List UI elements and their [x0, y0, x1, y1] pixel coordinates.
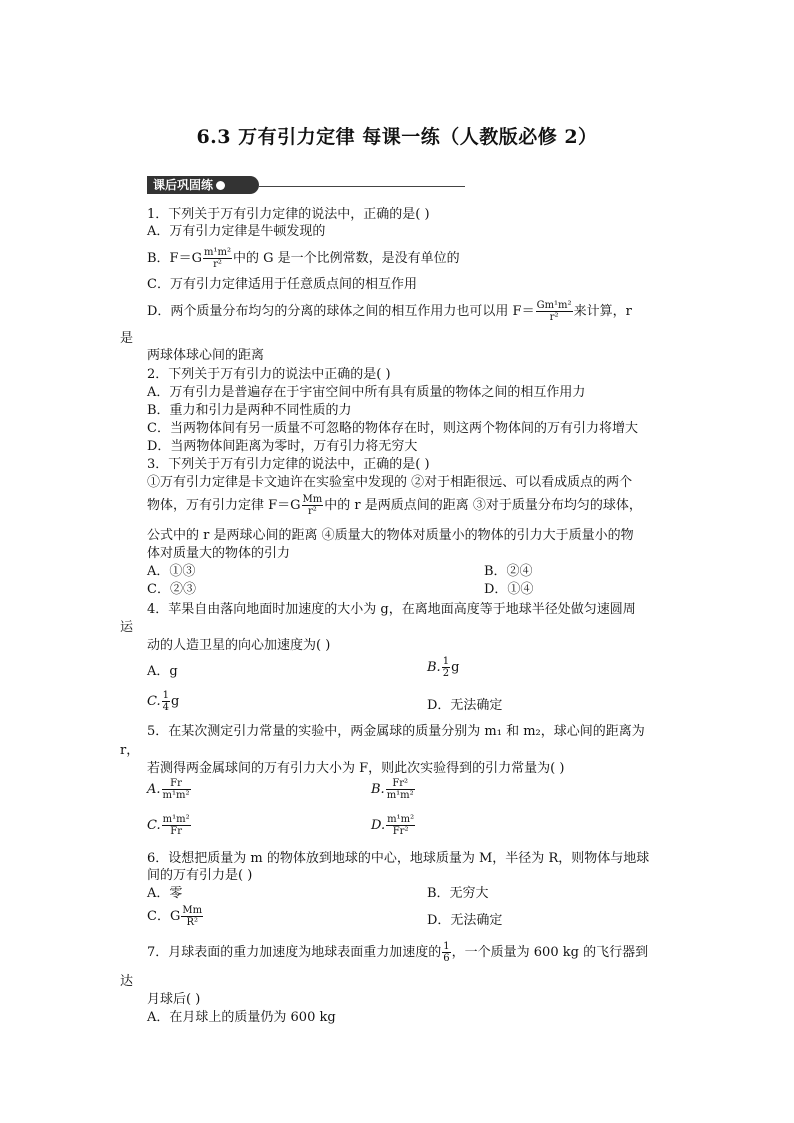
formula-fraction: $\frac{Mm}{\text{r²}}$: [302, 494, 323, 517]
formula-fraction: $\frac{\text{m¹m²}}{Fr}$: [162, 814, 190, 837]
formula-fraction: $\frac{\text{Gm¹m²}}{\text{r²}}$: [536, 300, 572, 323]
q4-option-b: B. $\frac{1}{2}$ g: [427, 656, 460, 679]
q1-option-c: C．万有引力定律适用于任意质点间的相互作用: [147, 277, 417, 292]
q5-wrap-char: r，: [120, 743, 140, 758]
q2-option-b: B．重力和引力是两种不同性质的力: [147, 403, 352, 418]
bullet-dot-icon: [216, 181, 225, 190]
q6-stem-cont: 间的万有引力是( ): [147, 868, 253, 883]
q7-option-a: A．在月球上的质量仍为 600 kg: [147, 1010, 336, 1025]
section-divider: [259, 186, 465, 187]
q1-option-a: A．万有引力定律是牛顿发现的: [147, 224, 326, 239]
formula-fraction: $\frac{\text{m¹m²}}{\text{Fr²}}$: [387, 814, 415, 837]
q2-stem: 2．下列关于万有引力的说法中正确的是( ): [147, 367, 391, 382]
q5-stem: 5．在某次测定引力常量的实验中，两金属球的质量分别为 m₁ 和 m₂，球心间的距离为: [147, 724, 645, 739]
q4-stem: 4．苹果自由落向地面时加速度的大小为 g，在离地面高度等于地球半径处做匀速圆周: [147, 602, 636, 617]
q3-option-c: C．②③: [147, 582, 196, 597]
q3-line-4: 体对质量大的物体的引力: [147, 546, 291, 561]
q6-option-d: D．无法确定: [427, 913, 503, 928]
q4-option-d: D．无法确定: [427, 698, 503, 713]
q3-option-d: D．①④: [484, 582, 534, 597]
formula-fraction: $\frac{\text{Fr²}}{\text{m¹m²}}$: [386, 778, 414, 801]
section-header: [147, 176, 259, 194]
q1-option-d: D．两个质量分布均匀的分离的球体之间的相互作用力也可以用 F＝ $\frac{\text{Gm¹m²}}{\text{r²}}$ 来计算，r: [147, 300, 632, 323]
q3-line-2: 物体，万有引力定律 F＝G $\frac{Mm}{\text{r²}}$ 中的 r 是两质点间的距离 ③对于质量分布均匀的球体，: [147, 494, 642, 517]
q5-option-d: D. $\frac{\text{m¹m²}}{\text{Fr²}}$: [371, 814, 415, 837]
q4-option-c: C. $\frac{1}{4}$ g: [147, 690, 180, 713]
formula-fraction: $\frac{\text{m¹m²}}{\text{r²}}$: [203, 247, 231, 270]
q6-option-c: C．G $\frac{Mm}{\text{R²}}$: [147, 905, 203, 928]
q5-stem-cont: 若测得两金属球间的万有引力大小为 F，则此次实验得到的引力常量为( ): [147, 761, 565, 776]
q1-option-b: B．F＝G $\frac{\text{m¹m²}}{\text{r²}}$ 中的 G 是一个比例常数，是没有单位的: [147, 247, 460, 270]
q7-stem-cont: 月球后( ): [147, 992, 201, 1007]
q7-wrap-char: 达: [120, 974, 134, 989]
q5-option-c: C. $\frac{\text{m¹m²}}{Fr}$: [147, 814, 190, 837]
formula-fraction: $\frac{1}{4}$: [162, 690, 169, 713]
q1-option-d-cont: 两球体球心间的距离: [147, 348, 265, 363]
section-label: 课后巩固练: [153, 178, 214, 192]
q2-option-a: A．万有引力是普遍存在于宇宙空间中所有具有质量的物体之间的相互作用力: [147, 385, 586, 400]
q6-option-a: A．零: [147, 886, 183, 901]
q1-stem: 1．下列关于万有引力定律的说法中，正确的是( ): [147, 207, 430, 222]
q2-option-d: D．当两物体间距离为零时，万有引力将无穷大: [147, 439, 418, 454]
q3-option-b: B．②④: [484, 564, 533, 579]
q3-option-a: A．①③: [147, 564, 196, 579]
q6-option-b: B．无穷大: [427, 886, 489, 901]
page-title: 6.3 万有引力定律 每课一练（人教版必修 2）: [196, 126, 598, 148]
q2-option-c: C．当两物体间有另一质量不可忽略的物体存在时，则这两个物体间的万有引力将增大: [147, 421, 638, 436]
q4-stem-cont: 动的人造卫星的向心加速度为( ): [147, 638, 331, 653]
q3-line-1: ①万有引力定律是卡文迪许在实验室中发现的 ②对于相距很远、可以看成质点的两个: [147, 475, 633, 490]
q5-option-b: B. $\frac{\text{Fr²}}{\text{m¹m²}}$: [371, 778, 414, 801]
q4-wrap-char: 运: [120, 620, 134, 635]
formula-fraction: $\frac{Mm}{\text{R²}}$: [182, 905, 203, 928]
formula-fraction: $\frac{Fr}{\text{m¹m²}}$: [162, 778, 190, 801]
q3-stem: 3．下列关于万有引力定律的说法中，正确的是( ): [147, 457, 430, 472]
formula-fraction: $\frac{1}{6}$: [443, 941, 450, 964]
formula-fraction: $\frac{1}{2}$: [442, 656, 450, 679]
q5-option-a: A. $\frac{Fr}{\text{m¹m²}}$: [147, 778, 190, 801]
q1-wrap-char: 是: [120, 331, 134, 346]
q4-option-a: A．g: [147, 664, 178, 679]
q6-stem: 6．设想把质量为 m 的物体放到地球的中心，地球质量为 M，半径为 R，则物体与地球: [147, 851, 650, 866]
q7-stem: 7．月球表面的重力加速度为地球表面重力加速度的 $\frac{1}{6}$ ，一个质量为 600 kg 的飞行器到: [147, 941, 649, 964]
q3-line-3: 公式中的 r 是两球心间的距离 ④质量大的物体对质量小的物体的引力大于质量小的物: [147, 528, 634, 543]
